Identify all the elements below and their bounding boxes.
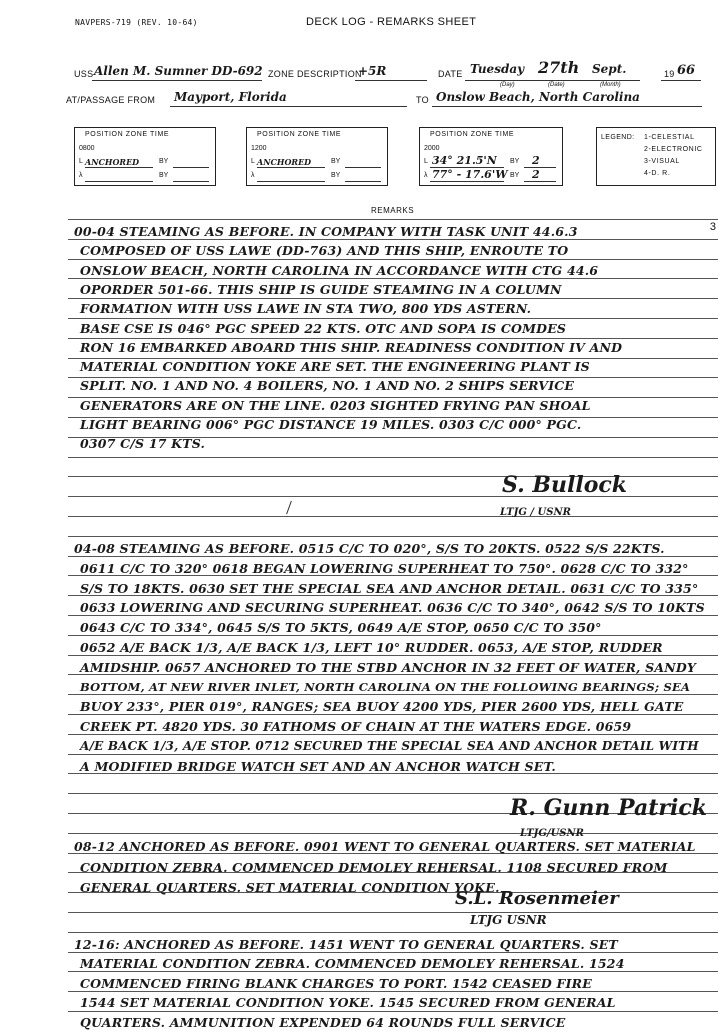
- remark-line: RON 16 EMBARKED ABOARD THIS SHIP. READINESS CONDITION IV AND: [80, 340, 623, 355]
- ruled-line: [68, 694, 718, 695]
- passage-label: AT/PASSAGE FROM: [66, 95, 156, 105]
- position-box-header: POSITION ZONE TIME: [430, 131, 515, 138]
- legend-item: 1-CELESTIAL: [644, 134, 695, 141]
- by2-label: BY: [331, 172, 341, 179]
- ruled-line: [68, 1011, 718, 1012]
- stray-pen-mark: [286, 501, 292, 514]
- long-value: 77° - 17.6'W: [432, 168, 508, 181]
- ruled-line: [68, 971, 718, 972]
- passage-to: Onslow Beach, North Carolina: [436, 90, 640, 104]
- by-underline: [345, 167, 381, 168]
- remark-line: OPORDER 501-66. THIS SHIP IS GUIDE STEAMING IN A COLUMN: [80, 282, 562, 297]
- by-label: BY: [159, 158, 169, 165]
- remark-line: 12-16: ANCHORED AS BEFORE. 1451 WENT TO GENERAL QUARTERS. SET: [74, 937, 618, 952]
- remark-line: 0652 A/E BACK 1/3, A/E BACK 1/3, LEFT 10° RUDDER. 0653, A/E STOP, RUDDER: [80, 640, 663, 655]
- remark-line: A/E BACK 1/3, A/E STOP. 0712 SECURED THE SPECIAL SEA AND ANCHOR DETAIL WITH: [80, 739, 699, 753]
- form-number: NAVPERS-719 (REV. 10-64): [75, 18, 198, 27]
- position-time: 0800: [79, 145, 95, 152]
- ruled-line: [68, 754, 718, 755]
- by2-label: BY: [159, 172, 169, 179]
- ruled-line: [68, 516, 718, 517]
- remark-line: COMPOSED OF USS LAWE (DD-763) AND THIS SHIP, ENROUTE TO: [80, 243, 569, 258]
- date-caption: (Date): [548, 82, 565, 88]
- remark-line: SPLIT. NO. 1 AND NO. 4 BOILERS, NO. 1 AND NO. 2 SHIPS SERVICE: [80, 378, 575, 393]
- position-time: 1200: [251, 145, 267, 152]
- position-time: 2000: [424, 145, 440, 152]
- remark-line: 0633 LOWERING AND SECURING SUPERHEAT. 0636 C/C TO 340°, 0642 S/S TO 10KTS: [80, 600, 705, 615]
- remark-line: 0307 C/S 17 KTS.: [80, 436, 206, 451]
- long-label: λ: [251, 172, 255, 179]
- position-box-header: POSITION ZONE TIME: [257, 131, 342, 138]
- lat-underline: [85, 167, 153, 168]
- remark-line: AMIDSHIP. 0657 ANCHORED TO THE STBD ANCHOR IN 32 FEET OF WATER, SANDY: [80, 660, 697, 675]
- passage-to-underline: [432, 106, 702, 107]
- by-label: BY: [510, 158, 520, 165]
- signature-3: S.L. Rosenmeier: [455, 888, 619, 909]
- ruled-line: [68, 793, 718, 794]
- remark-line: CONDITION ZEBRA. COMMENCED DEMOLEY REHERSAL. 1108 SECURED FROM: [80, 860, 668, 875]
- ruled-line: [68, 219, 718, 220]
- legend-item: 4-D. R.: [644, 170, 671, 177]
- long-label: λ: [424, 172, 428, 179]
- ruled-line: [68, 536, 718, 537]
- remark-line: GENERAL QUARTERS. SET MATERIAL CONDITION YOKE.: [80, 880, 500, 895]
- remark-line: 08-12 ANCHORED AS BEFORE. 0901 WENT TO GENERAL QUARTERS. SET MATERIAL: [74, 839, 696, 854]
- ruled-line: [68, 457, 718, 458]
- remark-line: S/S TO 18KTS. 0630 SET THE SPECIAL SEA AND ANCHOR DETAIL. 0631 C/C TO 335°: [80, 581, 699, 596]
- lat-label: L: [424, 158, 428, 165]
- date-label: DATE: [438, 69, 463, 79]
- remark-line: MATERIAL CONDITION ZEBRA. COMMENCED DEMOLEY REHERSAL. 1524: [80, 956, 625, 971]
- remark-line: ONSLOW BEACH, NORTH CAROLINA IN ACCORDANCE WITH CTG 44.6: [80, 263, 599, 278]
- remark-line: FORMATION WITH USS LAWE IN STA TWO, 800 YDS ASTERN.: [80, 301, 532, 316]
- year-prefix: 19: [664, 69, 675, 79]
- ship-name: Allen M. Sumner DD-692: [94, 64, 263, 78]
- remark-line: 04-08 STEAMING AS BEFORE. 0515 C/C TO 020°, S/S TO 20KTS. 0522 S/S 22KTS.: [74, 541, 665, 556]
- ruled-line: [68, 655, 718, 656]
- ruled-line: [68, 556, 718, 557]
- lat-value: ANCHORED: [85, 157, 140, 167]
- uss-label: USS: [74, 69, 94, 79]
- ruled-line: [68, 239, 718, 240]
- zone-underline: [355, 80, 427, 81]
- year-underline: [661, 80, 701, 81]
- passage-from-underline: [170, 106, 407, 107]
- remark-line: 0611 C/C TO 320° 0618 BEGAN LOWERING SUPERHEAT TO 750°. 0628 C/C TO 332°: [80, 561, 689, 576]
- remark-line: MATERIAL CONDITION YOKE ARE SET. THE ENGINEERING PLANT IS: [80, 359, 590, 374]
- remark-line: BUOY 233°, PIER 019°, RANGES; SEA BUOY 4200 YDS, PIER 2600 YDS, HELL GATE: [80, 699, 684, 714]
- remark-line: 1544 SET MATERIAL CONDITION YOKE. 1545 SECURED FROM GENERAL: [80, 995, 616, 1010]
- remark-line: BOTTOM, AT NEW RIVER INLET, NORTH CAROLINA ON THE FOLLOWING BEARINGS; SEA: [80, 680, 691, 694]
- ruled-line: [68, 734, 718, 735]
- ruled-line: [68, 278, 718, 279]
- remark-line: LIGHT BEARING 006° PGC DISTANCE 19 MILES. 0303 C/C 000° PGC.: [80, 417, 582, 432]
- form-title: DECK LOG - REMARKS SHEET: [306, 16, 477, 28]
- long-label: λ: [79, 172, 83, 179]
- remarks-heading: REMARKS: [370, 206, 415, 215]
- remark-line: CREEK PT. 4820 YDS. 30 FATHOMS OF CHAIN AT THE WATERS EDGE. 0659: [80, 719, 632, 734]
- ruled-line: [68, 259, 718, 260]
- long-underline: [257, 181, 325, 182]
- by2-value: 2: [532, 168, 540, 181]
- long-underline: [430, 181, 504, 182]
- legend-title: LEGEND:: [601, 134, 635, 141]
- position-box-2000: [419, 127, 563, 186]
- passage-to-label: TO: [416, 95, 429, 105]
- ruled-line: [68, 932, 718, 933]
- year-suffix: 66: [677, 63, 696, 78]
- ruled-line: [68, 833, 718, 834]
- by-underline: [173, 167, 209, 168]
- month-caption: (Month): [600, 82, 621, 88]
- by2-underline: [345, 181, 381, 182]
- lat-value: ANCHORED: [257, 157, 312, 167]
- by2-underline: [524, 181, 556, 182]
- remark-line: A MODIFIED BRIDGE WATCH SET AND AN ANCHOR WATCH SET.: [80, 759, 556, 774]
- passage-from: Mayport, Florida: [174, 90, 287, 104]
- lat-value: 34° 21.5'N: [432, 154, 497, 167]
- zone-label: ZONE DESCRIPTION: [268, 69, 362, 79]
- signature-1: S. Bullock: [502, 472, 628, 498]
- signature-2-rank: LTJG/USNR: [520, 828, 584, 839]
- by-underline: [524, 167, 556, 168]
- ruled-line: [68, 714, 718, 715]
- ruled-line: [68, 912, 718, 913]
- ruled-line: [68, 615, 718, 616]
- legend-item: 3-VISUAL: [644, 158, 680, 165]
- remark-line: QUARTERS. AMMUNITION EXPENDED 64 ROUNDS FULL SERVICE: [80, 1015, 566, 1030]
- remark-line: COMMENCED FIRING BLANK CHARGES TO PORT. 1542 CEASED FIRE: [80, 976, 592, 991]
- by-value: 2: [532, 154, 540, 167]
- lat-label: L: [251, 158, 255, 165]
- remark-line: GENERATORS ARE ON THE LINE. 0203 SIGHTED FRYING PAN SHOAL: [80, 398, 591, 413]
- ruled-line: [68, 338, 718, 339]
- signature-2: R. Gunn Patrick: [510, 795, 707, 821]
- ruled-line: [68, 991, 718, 992]
- legend-box: [596, 127, 716, 186]
- date-month: Sept.: [592, 62, 627, 76]
- ruled-line: [68, 952, 718, 953]
- uss-underline: [92, 80, 262, 81]
- remark-line: 00-04 STEAMING AS BEFORE. IN COMPANY WITH TASK UNIT 44.6.3: [74, 224, 578, 239]
- signature-3-rank: LTJG USNR: [470, 913, 547, 927]
- ruled-line: [68, 318, 718, 319]
- remark-line: 0643 C/C TO 334°, 0645 S/S TO 5KTS, 0649 A/E STOP, 0650 C/C TO 350°: [80, 620, 602, 635]
- date-underline: [465, 80, 640, 81]
- position-box-1200: [246, 127, 388, 186]
- ruled-line: [68, 298, 718, 299]
- lat-underline: [257, 167, 325, 168]
- day-caption: (Day): [500, 82, 515, 88]
- position-box-header: POSITION ZONE TIME: [85, 131, 170, 138]
- remark-line: BASE CSE IS 046° PGC SPEED 22 KTS. OTC AND SOPA IS COMDES: [80, 321, 567, 336]
- ruled-line: [68, 635, 718, 636]
- date-day: Tuesday: [470, 62, 525, 76]
- date-date: 27th: [538, 58, 580, 77]
- legend-item: 2-ELECTRONIC: [644, 146, 703, 153]
- zone-value: +5R: [358, 64, 387, 78]
- by2-label: BY: [510, 172, 520, 179]
- by2-underline: [173, 181, 209, 182]
- position-box-0800: [74, 127, 216, 186]
- margin-mark: 3: [709, 221, 716, 233]
- by-label: BY: [331, 158, 341, 165]
- lat-label: L: [79, 158, 83, 165]
- long-underline: [85, 181, 153, 182]
- signature-1-rank: LTJG / USNR: [500, 507, 571, 518]
